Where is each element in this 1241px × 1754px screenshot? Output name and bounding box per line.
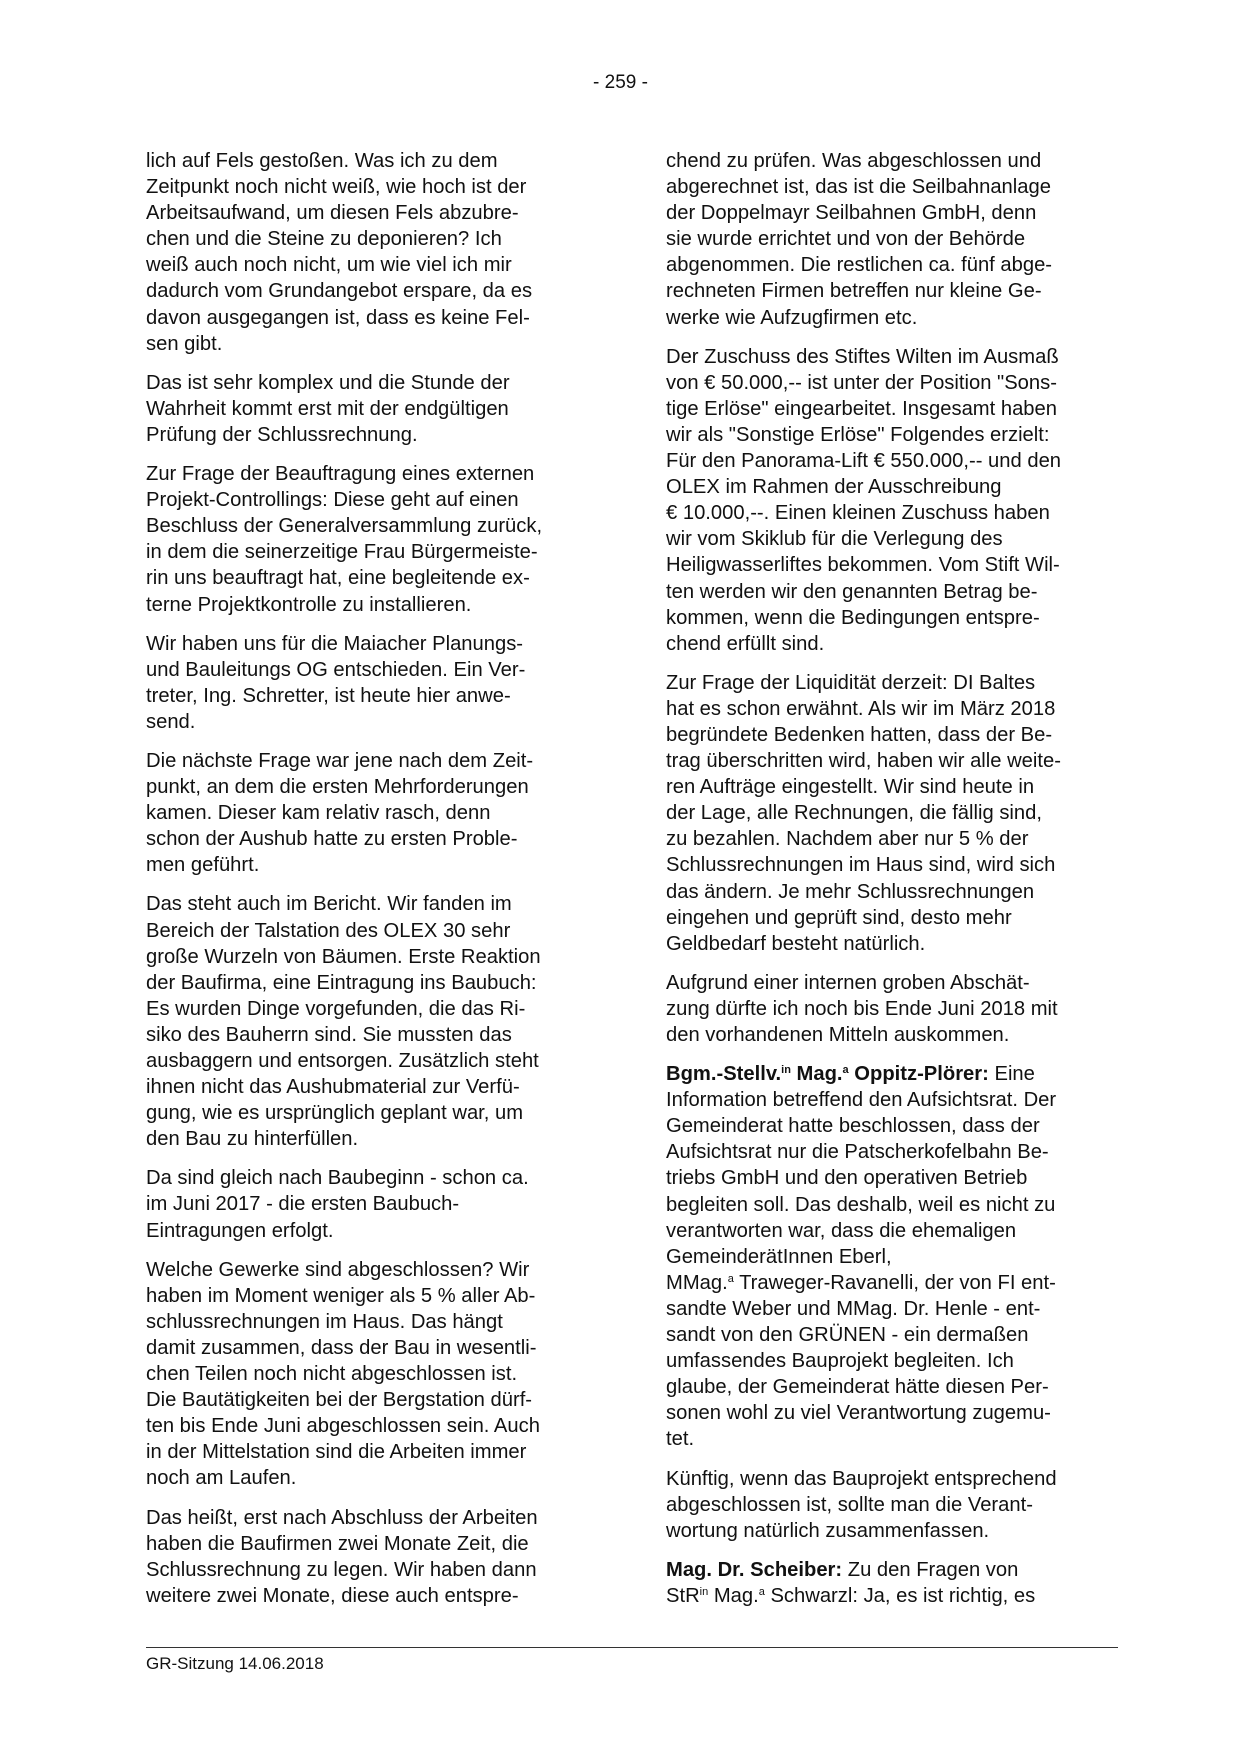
paragraph: Die nächste Frage war jene nach dem Zeit- punkt, an dem die ersten Mehrforderungen kamen. Dieser kam relativ rasch, denn schon der Aushub hatte zu ersten Proble- men geführt.	[146, 749, 534, 877]
paragraph: Zur Frage der Liquidität derzeit: DI Baltes hat es schon erwähnt. Als wir im März 2018 begründete Bedenken hatten, dass der Be- trag überschritten wird, haben wir alle weite- ren Aufträge eingestellt. Wir sind heute in der Lage, alle Rechnungen, die fällig sind, zu bezahlen. Nachdem aber nur 5 % der Schlussrechnungen im Haus sind, wird sich das ändern. Je mehr Schlussrechnungen eingehen und geprüft sind, desto mehr Geldbedarf besteht natürlich.	[666, 671, 1061, 955]
speech-text: Eine Information betreffend den Aufsichtsrat. Der Gemeinderat hatte beschlossen, dass der Aufsichtsrat nur die Patscherkofelbahn Be- triebs GmbH und den operativen Betrieb begleiten soll. Das deshalb, weil es nicht zu verantworten war, dass die ehemaligen GemeinderätInnen Eberl, MMag.	[666, 1063, 1057, 1294]
paragraph: Da sind gleich nach Baubeginn - schon ca. im Juni 2017 - die ersten Baubuch- Eintragungen erfolgt.	[146, 1167, 529, 1242]
speech-text: Traweger-Ravanelli, der von FI ent- sandte Weber und MMag. Dr. Henle - ent- sandt von den GRÜNEN - ein dermaßen umfassendes Bauprojekt begleiten. Ich glaube, der Gemeinderat hätte diesen Per- sonen wohl zu viel Verantwortung zugemu- tet.	[666, 1271, 1056, 1451]
paragraph: chend zu prüfen. Was abgeschlossen und abgerechnet ist, das ist die Seilbahnanlage der Doppelmayr Seilbahnen GmbH, denn sie wurde errichtet und von der Behörde abgenommen. Die restlichen ca. fünf abge- rechneten Firmen betreffen nur kleine Ge- werke wie Aufzugfirmen etc.	[666, 150, 1053, 329]
paragraph: Der Zuschuss des Stiftes Wilten im Ausmaß von € 50.000,-- ist unter der Position "Sons- tige Erlöse" eingearbeitet. Insgesamt haben wir als "Sonstige Erlöse" Folgendes erzielt: Für den Panorama-Lift € 550.000,-- und den OLEX im Rahmen der Ausschreibung € 10.000,--. Einen kleinen Zuschuss haben wir vom Skiklub für die Verlegung des Heiligwasserliftes bekommen. Vom Stift Wil- ten werden wir den genannten Betrag be- kommen, wenn die Bedingungen entspre- chend erfüllt sind.	[666, 345, 1062, 655]
paragraph: Welche Gewerke sind abgeschlossen? Wir haben im Moment weniger als 5 % aller Ab- schlussrechnungen im Haus. Das hängt damit zusammen, dass der Bau in wesentli- chen Teilen noch nicht abgeschlossen ist. Die Bautätigkeiten bei der Bergstation dürf- ten bis Ende Juni abgeschlossen sein. Auch in der Mittelstation sind die Arbeiten immer noch am Laufen.	[146, 1258, 540, 1490]
speaker-surname: Oppitz-Plörer:	[848, 1063, 989, 1086]
superscript: in	[781, 1064, 791, 1077]
paragraph: Zur Frage der Beauftragung eines externen Projekt-Controllings: Diese geht auf einen Beschluss der Generalversammlung zurück, in dem die seinerzeitige Frau Bürgermeiste- rin uns beauftragt hat, eine begleitende ex- terne Projektkontrolle zu installieren.	[146, 463, 543, 616]
paragraph: Künftig, wenn das Bauprojekt entsprechend abgeschlossen ist, sollte man die Verant- wortung natürlich zusammenfassen.	[666, 1467, 1057, 1542]
speaker-paragraph	[666, 1061, 1118, 1452]
speech-text: Zu den Fragen von StR	[666, 1558, 1019, 1607]
speech-text: Mag.	[708, 1584, 759, 1607]
paragraph: Aufgrund einer internen groben Abschät- zung dürfte ich noch bis Ende Juni 2018 mit den vorhandenen Mitteln auskommen.	[666, 971, 1058, 1046]
speaker-name	[666, 1063, 989, 1085]
superscript: a	[758, 1585, 765, 1598]
footer-divider	[146, 1647, 1118, 1648]
superscript: a	[842, 1064, 849, 1077]
paragraph: Das steht auch im Bericht. Wir fanden im Bereich der Talstation des OLEX 30 sehr große Wurzeln von Bäumen. Erste Reaktion der Baufirma, eine Eintragung ins Baubuch: Es wurden Dinge vorgefunden, die das Ri- siko des Bauherrn sind. Sie mussten das ausbaggern und entsorgen. Zusätzlich steht ihnen nicht das Aushubmaterial zur Verfü- gung, wie es ursprünglich geplant war, um den Bau zu hinterfüllen.	[146, 893, 541, 1151]
superscript: a	[727, 1272, 734, 1285]
speaker-paragraph	[666, 1557, 1118, 1609]
speaker-title: Mag.	[790, 1063, 843, 1086]
right-column	[666, 148, 1118, 1622]
paragraph: Das heißt, erst nach Abschluss der Arbeiten haben die Baufirmen zwei Monate Zeit, die Schlussrechnung zu legen. Wir haben dann weitere zwei Monate, diese auch entspre-	[146, 1506, 538, 1607]
superscript: in	[699, 1585, 709, 1598]
paragraph: Wir haben uns für die Maiacher Planungs- und Bauleitungs OG entschieden. Ein Ver- treter, Ing. Schretter, ist heute hier anwe- send.	[146, 632, 526, 733]
page-number: - 259 -	[593, 72, 648, 93]
footer-session: GR-Sitzung 14.06.2018	[146, 1654, 324, 1673]
speech-text: Schwarzl: Ja, es ist richtig, es	[764, 1584, 1036, 1607]
left-column	[146, 148, 598, 1622]
speaker-name: Mag. Dr. Scheiber:	[666, 1558, 843, 1581]
paragraph: lich auf Fels gestoßen. Was ich zu dem Zeitpunkt noch nicht weiß, wie hoch ist der Arbeitsaufwand, um diesen Fels abzubre- chen und die Steine zu deponieren? Ich weiß auch noch nicht, um wie viel ich mir dadurch vom Grundangebot erspare, da es davon ausgegangen ist, dass es keine Fel- sen gibt.	[146, 150, 533, 355]
paragraph: Das ist sehr komplex und die Stunde der Wahrheit kommt erst mit der endgültigen Prüfung der Schlussrechnung.	[146, 371, 510, 446]
speaker-title: Bgm.-Stellv.	[666, 1063, 782, 1086]
